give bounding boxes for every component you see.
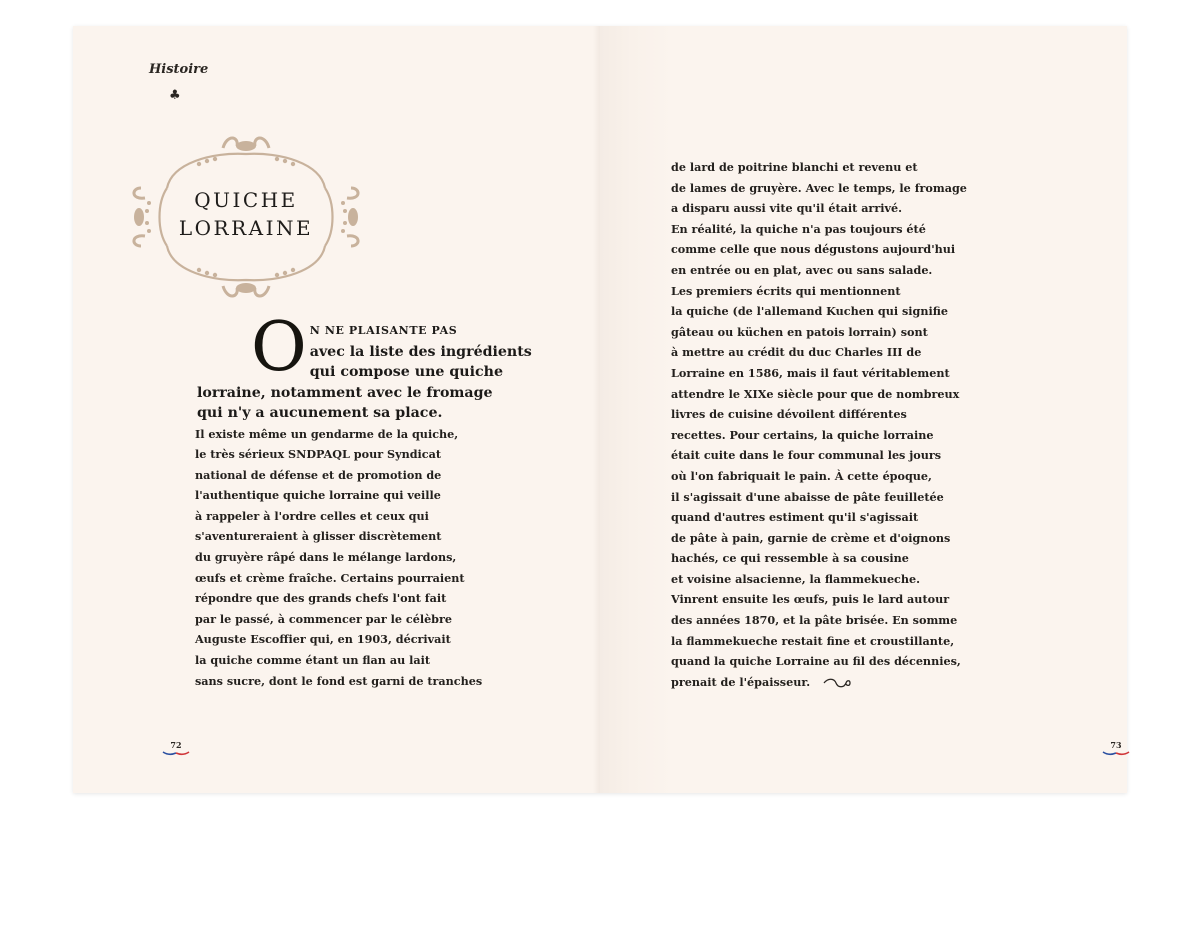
text-line: s'aventureraient à glisser discrètement	[195, 529, 442, 544]
right-page	[600, 26, 1127, 793]
text-line: en entrée ou en plat, avec ou sans salade.	[671, 262, 933, 277]
text-line: hachés, ce qui ressemble à sa cousine	[671, 551, 909, 566]
drop-cap: O	[251, 308, 307, 387]
folio-number: 72	[170, 740, 182, 750]
text-line: la flammekueche restait fine et croustillante,	[671, 633, 955, 648]
text-line: quand la quiche Lorraine au fil des décennies,	[671, 654, 961, 669]
tricolor-flag-icon	[1102, 751, 1130, 757]
text-line-last	[671, 672, 971, 693]
text-line: Les premiers écrits qui mentionnent	[671, 283, 901, 298]
tricolor-flag-icon	[162, 751, 190, 757]
text-line: attendre le XIXe siècle pour que de nombreux	[671, 386, 960, 401]
club-icon: ♣	[169, 88, 181, 103]
last-line-text: prenait de l'épaisseur.	[671, 674, 811, 689]
chapter-title	[127, 186, 365, 242]
text-line: du gruyère râpé dans le mélange lardons,	[195, 550, 457, 565]
lead-line: avec la liste des ingrédients	[309, 343, 532, 360]
text-line: la quiche (de l'allemand Kuchen qui signifie	[671, 304, 948, 319]
text-line: à mettre au crédit du duc Charles III de	[671, 345, 922, 360]
left-body-text	[195, 308, 553, 691]
text-line: était cuite dans le four communal les jours	[671, 448, 942, 463]
body-paragraph-left	[195, 424, 553, 692]
text-line: de lames de gruyère. Avec le temps, le fromage	[671, 180, 967, 195]
text-line: de pâte à pain, garnie de crème et d'oignons	[671, 530, 951, 545]
page-number-left	[156, 740, 196, 757]
text-line: il s'agissait d'une abaisse de pâte feuilletée	[671, 489, 944, 504]
text-line: où l'on fabriquait le pain. À cette époque,	[671, 468, 932, 483]
book-spread	[73, 26, 1127, 793]
text-line: l'authentique quiche lorraine qui veille	[195, 488, 441, 503]
lead-line: qui n'y a aucunement sa place.	[197, 405, 443, 421]
text-line: sans sucre, dont le fond est garni de tranches	[195, 673, 483, 688]
end-flourish-icon	[822, 677, 852, 689]
text-line: livres de cuisine dévoilent différentes	[671, 407, 907, 422]
left-page	[73, 26, 600, 793]
lead-line: lorraine, notamment avec le fromage	[197, 384, 493, 401]
text-line: Vinrent ensuite les œufs, puis le lard autour	[671, 592, 950, 607]
text-line: gâteau ou küchen en patois lorrain) sont	[671, 324, 928, 339]
text-line: par le passé, à commencer par le célèbre	[195, 611, 453, 626]
text-line: En réalité, la quiche n'a pas toujours été	[671, 221, 926, 236]
title-line-2: LORRAINE	[178, 216, 314, 240]
text-line: comme celle que nous dégustons aujourd'hui	[671, 242, 956, 257]
text-line: Il existe même un gendarme de la quiche,	[195, 426, 459, 441]
running-head: Histoire	[149, 62, 209, 77]
text-line: le très sérieux SNDPAQL pour Syndicat	[195, 447, 442, 462]
text-line: de lard de poitrine blanchi et revenu et	[671, 160, 918, 174]
text-line: a disparu aussi vite qu'il était arrivé.	[671, 201, 902, 216]
text-line: quand d'autres estiment qu'il s'agissait	[671, 510, 919, 525]
folio-number: 73	[1110, 740, 1122, 750]
text-line: et voisine alsacienne, la flammekueche.	[671, 571, 921, 586]
title-line-1: QUICHE	[194, 188, 298, 212]
text-line: national de défense et de promotion de	[195, 467, 442, 482]
page-number-right	[1096, 740, 1136, 757]
lead-smallcaps: N NE PLAISANTE PAS	[309, 324, 458, 337]
text-line: répondre que des grands chefs l'ont fait	[195, 591, 447, 606]
lead-line: qui compose une quiche	[309, 364, 503, 380]
text-line: Lorraine en 1586, mais il faut véritablement	[671, 365, 950, 380]
text-line: à rappeler à l'ordre celles et ceux qui	[195, 508, 429, 523]
text-line: la quiche comme étant un flan au lait	[195, 653, 431, 668]
text-line: recettes. Pour certains, la quiche lorraine	[671, 427, 934, 442]
text-line: des années 1870, et la pâte brisée. En somme	[671, 613, 958, 628]
text-line: œufs et crème fraîche. Certains pourraient	[195, 570, 465, 585]
text-line: Auguste Escoffier qui, en 1903, décrivait	[195, 632, 451, 647]
right-body-text	[671, 157, 971, 692]
